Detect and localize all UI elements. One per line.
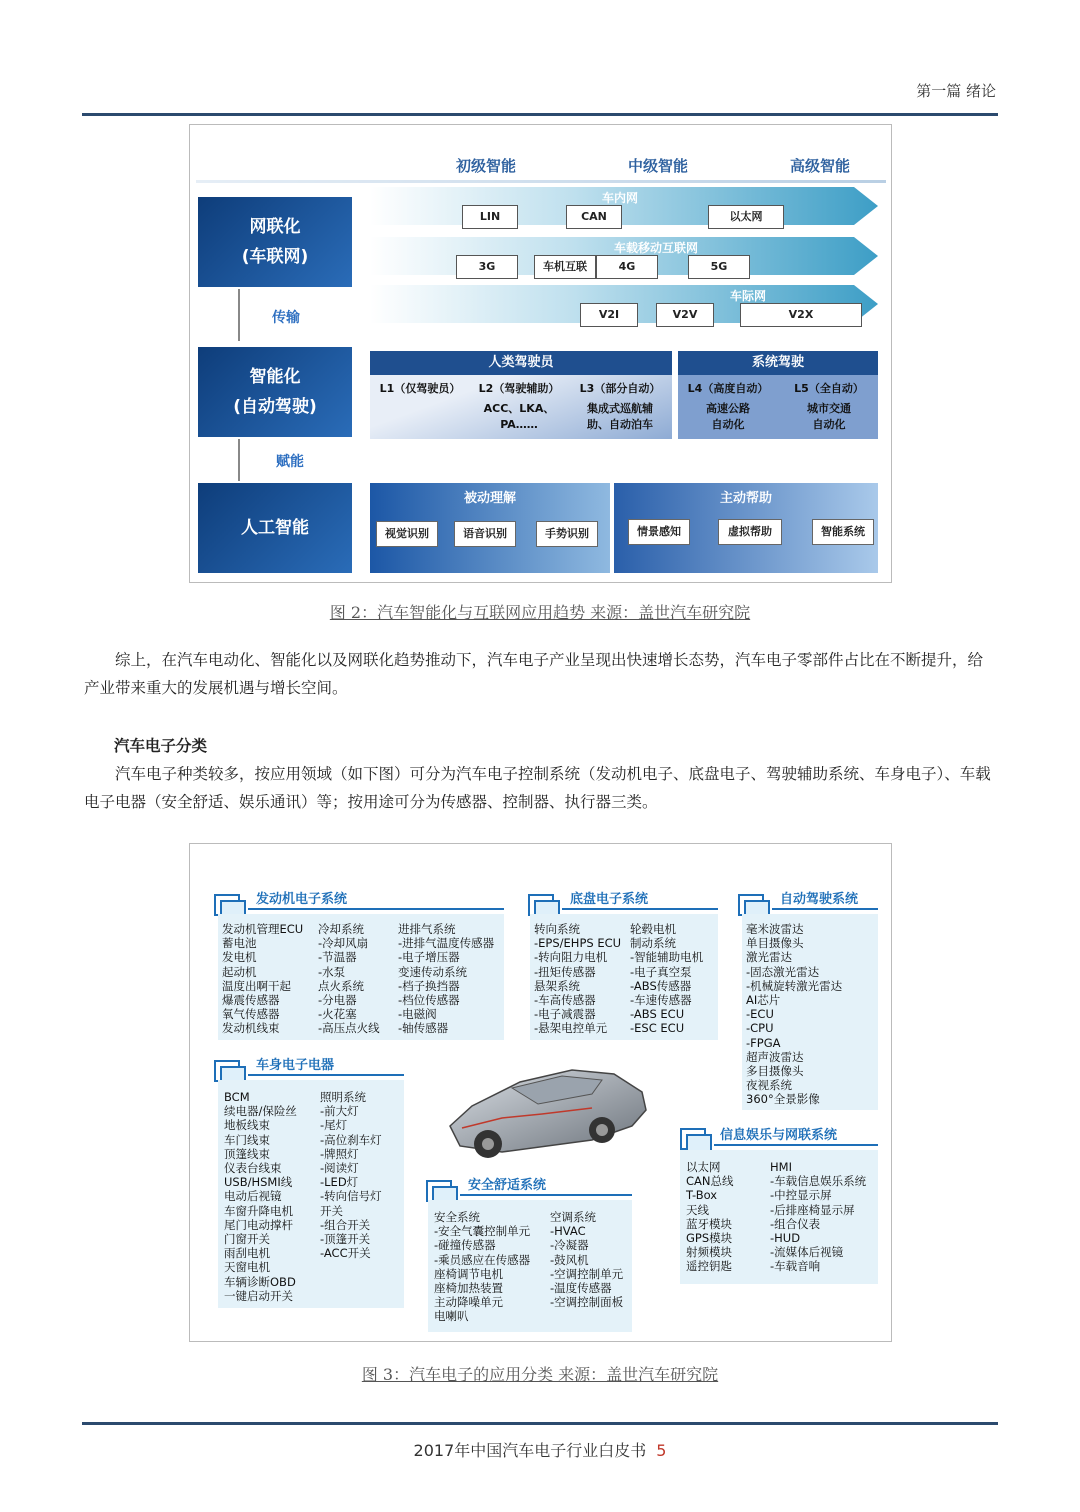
chip-vision: 视觉识别 xyxy=(376,521,438,547)
list-item: 进排气系统 xyxy=(398,922,456,936)
list-item: -阅读灯 xyxy=(320,1161,359,1176)
list-item: 仪表台线束 xyxy=(224,1161,282,1176)
active-title: 主动帮助 xyxy=(719,491,772,506)
list-item: -ECU xyxy=(746,1007,774,1022)
chip-gesture: 手势识别 xyxy=(536,521,598,547)
list-item: -档子换挡器 xyxy=(398,978,460,993)
engine-col3 xyxy=(398,922,494,1036)
engine-col2 xyxy=(318,922,380,1036)
list-item: -顶篷开关 xyxy=(320,1232,371,1247)
footer xyxy=(0,1438,1080,1461)
smart-sub: (自动驾驶) xyxy=(233,397,317,417)
list-item: -电子真空泵 xyxy=(630,964,692,979)
chip-smart-system: 智能系统 xyxy=(812,519,874,545)
list-item: -牌照灯 xyxy=(320,1146,359,1161)
safety-col2 xyxy=(550,1210,623,1309)
engine-underline xyxy=(248,908,504,910)
list-item: -CPU xyxy=(746,1021,774,1036)
footer-rule xyxy=(82,1422,998,1425)
body-col2 xyxy=(320,1090,382,1260)
list-item: CAN总线 xyxy=(686,1174,734,1189)
human-driver-header: 人类驾驶员 xyxy=(370,351,672,375)
list-item: -乘员感应在传感器 xyxy=(434,1252,531,1267)
list-item: 多目摄像头 xyxy=(746,1064,804,1079)
list-item: 一键启动开关 xyxy=(224,1288,293,1303)
list-item: 雨刮电机 xyxy=(224,1246,270,1261)
chip-v2v: V2V xyxy=(656,303,714,327)
list-item: 电喇叭 xyxy=(434,1309,469,1324)
list-item: -ESC ECU xyxy=(630,1021,685,1036)
list-item: 360°全景影像 xyxy=(746,1092,820,1107)
list-item: 座椅调节电机 xyxy=(434,1266,503,1281)
list-item: 制动系统 xyxy=(630,936,676,951)
chip-ethernet: 以太网 xyxy=(708,205,784,229)
network-sub: (车联网) xyxy=(241,247,309,267)
arrow-empower xyxy=(238,439,240,481)
level-l2: L2（驾驶辅助） ACC、LKA、PA…… xyxy=(478,382,560,431)
chip-v2i: V2I xyxy=(580,303,638,327)
list-item: 悬架系统 xyxy=(534,978,580,993)
list-item: -转向阻力电机 xyxy=(534,950,608,965)
list-item: 毫米波雷达 xyxy=(746,922,804,936)
arrow-empower-label: 赋能 xyxy=(276,454,304,470)
adas-col1 xyxy=(746,922,842,1107)
figure-3 xyxy=(189,843,892,1342)
arrow-transmit xyxy=(238,289,240,341)
chassis-underline xyxy=(562,908,718,910)
list-item: -ABS ECU xyxy=(630,1007,685,1022)
list-item: 天窗电机 xyxy=(224,1260,270,1275)
list-item: 尾门电动撑杆 xyxy=(224,1217,293,1232)
body-title: 车身电子电器 xyxy=(256,1058,335,1073)
adas-underline xyxy=(772,908,878,910)
list-item: T-Box xyxy=(686,1188,718,1203)
section-header: 第一篇 绪论 xyxy=(916,82,996,100)
chip-can: CAN xyxy=(566,205,622,229)
list-item: USB/HSMI线 xyxy=(224,1175,293,1190)
list-item: -LED灯 xyxy=(320,1175,359,1190)
list-item: -分电器 xyxy=(318,993,357,1008)
list-item: 激光雷达 xyxy=(746,950,792,965)
list-item: 续电器/保险丝 xyxy=(224,1104,297,1119)
footer-title: 2017年中国汽车电子行业白皮书 xyxy=(413,1441,647,1460)
chip-voice: 语音识别 xyxy=(454,521,516,547)
list-item: -空调控制单元 xyxy=(550,1266,624,1281)
chip-lin: LIN xyxy=(462,205,518,229)
safety-title: 安全舒适系统 xyxy=(468,1178,547,1193)
list-item: -悬架电控单元 xyxy=(534,1021,608,1036)
level-divider xyxy=(196,180,886,183)
list-item: 顶篷线束 xyxy=(224,1146,270,1161)
list-item: -ABS传感器 xyxy=(630,978,692,993)
list-item: 转向系统 xyxy=(534,922,580,936)
list-item: -冷却风扇 xyxy=(318,936,369,951)
level-l3: L3（部分自动） 集成式巡航辅助、自动泊车 xyxy=(579,382,661,431)
engine-col1 xyxy=(222,922,303,1036)
list-item: -鼓风机 xyxy=(550,1252,589,1267)
list-item: 超声波雷达 xyxy=(746,1049,804,1064)
list-item: 车门线束 xyxy=(224,1132,270,1147)
arrow-transmit-label: 传输 xyxy=(272,310,300,326)
list-item: AI芯片 xyxy=(746,993,781,1008)
list-item: -ACC开关 xyxy=(320,1246,371,1261)
list-item: -火花塞 xyxy=(318,1007,357,1022)
level-title-mid: 中级智能 xyxy=(628,157,689,175)
chip-context: 情景感知 xyxy=(628,519,690,545)
list-item: 发动机管理ECU xyxy=(222,922,304,936)
chip-v2x: V2X xyxy=(740,303,862,327)
info-title: 信息娱乐与网联系统 xyxy=(720,1128,838,1143)
list-item: BCM xyxy=(224,1090,250,1104)
chip-virtual: 虚拟帮助 xyxy=(718,519,782,545)
level-l5: L5（全自动） 城市交通自动化 xyxy=(794,382,864,431)
list-item: 爆震传感器 xyxy=(222,993,280,1008)
list-item: -轴传感器 xyxy=(398,1021,449,1036)
list-item: 点火系统 xyxy=(318,978,364,993)
list-item: -电磁阀 xyxy=(398,1007,437,1022)
list-item: 天线 xyxy=(686,1202,709,1217)
list-item: 变速传动系统 xyxy=(398,964,467,979)
body-col1 xyxy=(224,1090,297,1303)
chassis-col2 xyxy=(630,922,703,1036)
list-item: -电子增压器 xyxy=(398,950,460,965)
figure-3-caption: 图 3：汽车电子的应用分类 来源：盖世汽车研究院 xyxy=(361,1365,719,1384)
list-item: -车载音响 xyxy=(770,1259,821,1274)
chassis-col1 xyxy=(534,922,621,1036)
smart-title: 智能化 xyxy=(249,367,301,387)
list-item: -HUD xyxy=(770,1231,801,1246)
list-item: 夜视系统 xyxy=(746,1078,792,1093)
ai-title: 人工智能 xyxy=(241,518,309,538)
list-item: -尾灯 xyxy=(320,1118,348,1133)
page-number: 5 xyxy=(656,1441,667,1460)
list-item: 氧气传感器 xyxy=(222,1007,280,1022)
safety-underline xyxy=(460,1194,632,1196)
list-item: -组合仪表 xyxy=(770,1216,821,1231)
list-item: 起动机 xyxy=(222,964,257,979)
figure-2-caption: 图 2：汽车智能化与互联网应用趋势 来源：盖世汽车研究院 xyxy=(329,603,751,622)
list-item: 蓝牙模块 xyxy=(686,1216,732,1231)
list-item: 冷却系统 xyxy=(318,922,364,936)
list-item: HMI xyxy=(770,1160,792,1174)
list-item: 地板线束 xyxy=(224,1118,270,1133)
chassis-title: 底盘电子系统 xyxy=(570,892,649,907)
list-item: -中控显示屏 xyxy=(770,1188,832,1203)
network-box xyxy=(198,197,352,287)
chip-3g: 3G xyxy=(456,255,518,279)
list-item: -车速传感器 xyxy=(630,993,692,1008)
list-item: -进排气温度传感器 xyxy=(398,936,495,951)
list-item: -组合开关 xyxy=(320,1217,371,1232)
list-item: 门窗开关 xyxy=(224,1232,270,1247)
list-item: 主动降噪单元 xyxy=(434,1295,503,1310)
list-item: -高位刹车灯 xyxy=(320,1132,382,1147)
list-item: -机械旋转激光雷达 xyxy=(746,978,843,993)
band-v2x-label: 车际网 xyxy=(730,289,767,303)
system-driver-header: 系统驾驶 xyxy=(678,351,878,375)
info-underline xyxy=(714,1144,878,1146)
list-item: -HVAC xyxy=(550,1224,586,1239)
list-item: -EPS/EHPS ECU xyxy=(534,936,622,951)
body-underline xyxy=(248,1074,404,1076)
smart-box xyxy=(198,347,352,437)
paragraph-summary: 综上，在汽车电动化、智能化以及网联化趋势推动下，汽车电子产业呈现出快速增长态势，汽车电子零部件占比在不断提升，给产业带来重大的发展机遇与增长空间。 xyxy=(84,651,984,697)
list-item: -电子减震器 xyxy=(534,1007,596,1022)
paragraph-classification: 汽车电子种类较多，按应用领域（如下图）可分为汽车电子控制系统（发动机电子、底盘电子、驾驶辅助系统、车身电子）、车载电子电器（安全舒适、娱乐通讯）等；按用途可分为传感器、控制器、执行器三类。 xyxy=(84,765,991,811)
list-item: -安全气囊控制单元 xyxy=(434,1224,531,1239)
section-title: 汽车电子分类 xyxy=(114,737,208,755)
engine-title: 发动机电子系统 xyxy=(256,892,348,907)
ai-box xyxy=(198,483,352,573)
list-item: 遥控钥匙 xyxy=(686,1259,732,1274)
list-item: -碰撞传感器 xyxy=(434,1238,496,1253)
list-item: 射频模块 xyxy=(686,1245,732,1260)
info-col2 xyxy=(770,1160,866,1274)
list-item: -FPGA xyxy=(746,1035,781,1050)
network-title: 网联化 xyxy=(249,217,301,237)
chip-4g: 4G xyxy=(596,255,658,279)
list-item: -冷凝器 xyxy=(550,1238,589,1253)
list-item: 轮毂电机 xyxy=(630,922,676,936)
list-item: 车辆诊断OBD xyxy=(224,1274,296,1289)
band-in-vehicle-label: 车内网 xyxy=(602,191,639,205)
list-item: -流媒体后视镜 xyxy=(770,1245,844,1260)
list-item: -高压点火线 xyxy=(318,1021,380,1036)
header-rule xyxy=(82,113,998,116)
list-item: -空调控制面板 xyxy=(550,1295,624,1310)
safety-col1 xyxy=(434,1210,530,1324)
list-item: 温度出啊干起 xyxy=(222,978,291,993)
list-item: -固态激光雷达 xyxy=(746,964,820,979)
list-item: 照明系统 xyxy=(320,1090,366,1104)
list-item: -水泵 xyxy=(318,964,346,979)
passive-title: 被动理解 xyxy=(463,491,516,506)
list-item: -车载信息娱乐系统 xyxy=(770,1174,867,1189)
list-item: -车高传感器 xyxy=(534,993,596,1008)
list-item: 车窗升降电机 xyxy=(224,1203,293,1218)
list-item: 单目摄像头 xyxy=(746,936,804,951)
list-item: 发动机线束 xyxy=(222,1021,280,1036)
chip-car-link: 车机互联 xyxy=(534,255,596,279)
level-l4: L4（高度自动） 高速公路自动化 xyxy=(687,382,769,431)
list-item: -前大灯 xyxy=(320,1104,359,1119)
list-item: 开关 xyxy=(320,1203,343,1218)
list-item: -档位传感器 xyxy=(398,993,460,1008)
list-item: 发电机 xyxy=(222,950,257,965)
chip-5g: 5G xyxy=(688,255,750,279)
list-item: 蓄电池 xyxy=(222,936,257,951)
info-col1 xyxy=(686,1160,734,1274)
car-illustration xyxy=(442,1048,652,1168)
band-mobile-internet-label: 车载移动互联网 xyxy=(614,241,699,255)
level-title-high: 高级智能 xyxy=(790,157,851,175)
list-item: GPS模块 xyxy=(686,1231,733,1246)
list-item: 空调系统 xyxy=(550,1210,596,1224)
list-item: -后排座椅显示屏 xyxy=(770,1202,855,1217)
list-item: -节温器 xyxy=(318,950,357,965)
adas-title: 自动驾驶系统 xyxy=(780,892,859,907)
level-title-basic: 初级智能 xyxy=(456,157,517,175)
list-item: 以太网 xyxy=(686,1160,721,1174)
list-item: -温度传感器 xyxy=(550,1281,612,1296)
list-item: 电动后视镜 xyxy=(224,1189,282,1204)
level-l1: L1（仅驾驶员） xyxy=(379,382,461,395)
list-item: 安全系统 xyxy=(434,1210,480,1224)
list-item: 座椅加热装置 xyxy=(434,1281,503,1296)
figure-2 xyxy=(189,124,892,583)
list-item: -扭矩传感器 xyxy=(534,964,596,979)
list-item: -转向信号灯 xyxy=(320,1189,382,1204)
list-item: -智能辅助电机 xyxy=(630,950,704,965)
